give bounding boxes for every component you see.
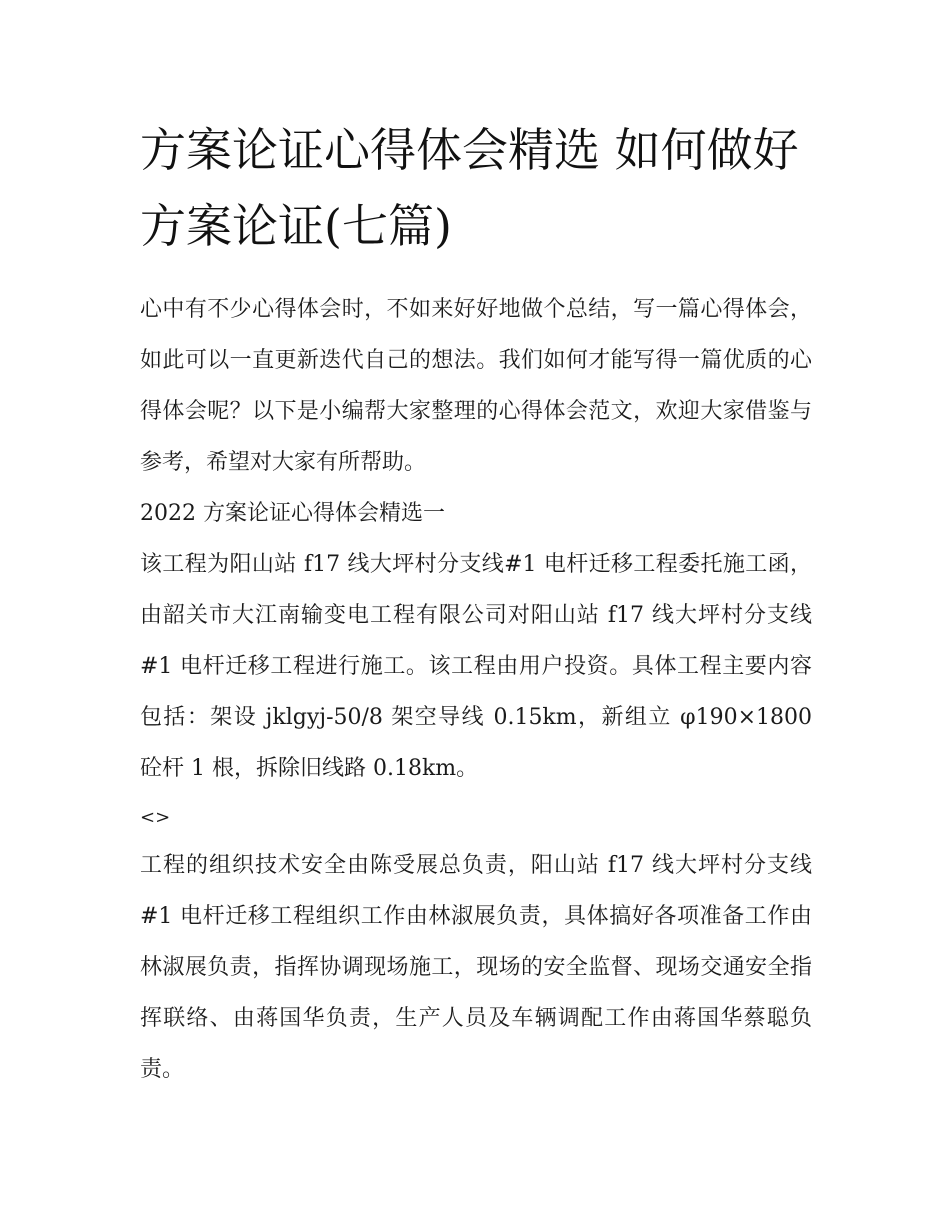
section-heading: 2022 方案论证心得体会精选一: [140, 501, 445, 526]
document-body: [140, 112, 812, 1095]
placeholder-marker: <>: [140, 807, 171, 828]
document-title: 方案论证心得体会精选 如何做好方案论证(七篇): [140, 123, 799, 253]
body-paragraph-2: 工程的组织技术安全由陈受展总负责，阳山站 f17 线大坪村分支线#1 电杆迁移工程组织工作由林淑展负责，具体搞好各项准备工作由林淑展负责，指挥协调现场施工，现场的安全监督、现场交通安全指挥联络、由蒋国华负责，生产人员及车辆调配工作由蒋国华蔡聪负责。: [140, 853, 812, 1082]
intro-paragraph: 心中有不少心得体会时，不如来好好地做个总结，写一篇心得体会，如此可以一直更新迭代自己的想法。我们如何才能写得一篇优质的心得体会呢？以下是小编帮大家整理的心得体会范文，欢迎大家借鉴与参考，希望对大家有所帮助。: [140, 297, 812, 475]
body-paragraph-1: 该工程为阳山站 f17 线大坪村分支线#1 电杆迁移工程委托施工函，由韶关市大江南输变电工程有限公司对阳山站 f17 线大坪村分支线#1 电杆迁移工程进行施工。该工程由用户投资。具体工程主要内容包括：架设 jklgyj-50/8 架空导线 0.15km，新组立 φ190×1800 砼杆 1 根，拆除旧线路 0.18km。: [140, 552, 812, 781]
